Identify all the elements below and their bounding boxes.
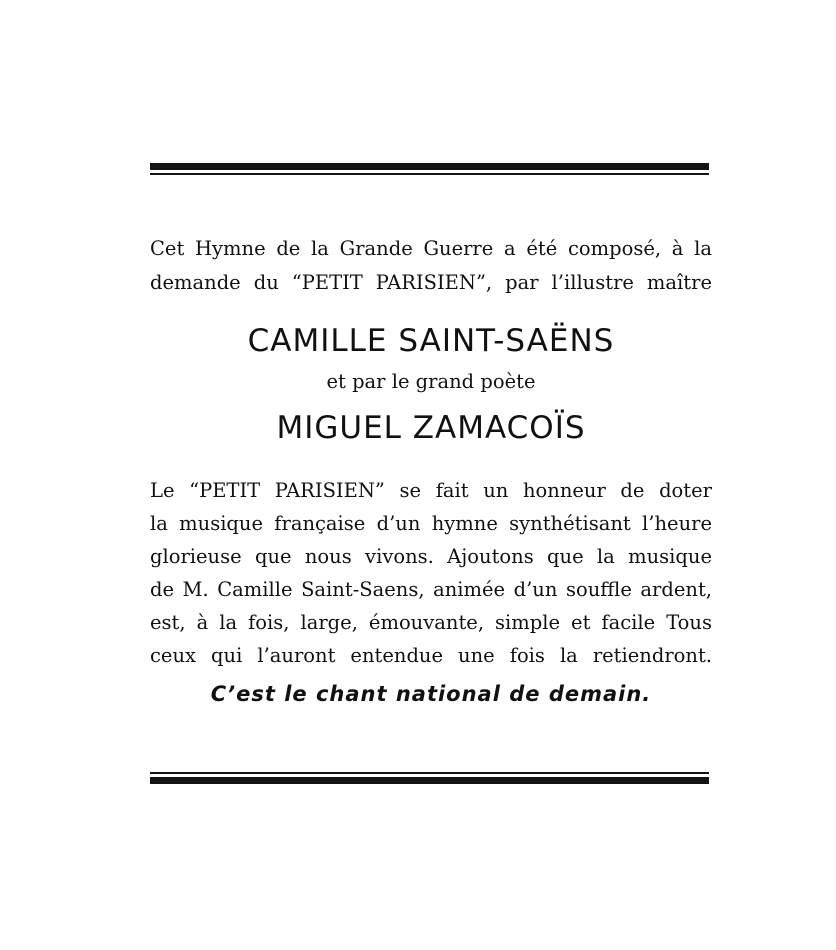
composer-name: CAMILLE SAINT-SAËNS xyxy=(247,323,615,359)
body-line: ceux qui l’auront entendue une fois la retiendront. xyxy=(150,644,712,667)
bottom-rule-thick-line xyxy=(150,777,709,784)
intro-line: demande du “PETIT PARISIEN”, par l’illustre maître xyxy=(150,271,712,294)
intro-line: Cet Hymne de la Grande Guerre a été composé, à la xyxy=(150,237,712,260)
intro-paragraph xyxy=(150,232,712,300)
body-line: Le “PETIT PARISIEN” se fait un honneur de doter xyxy=(150,479,712,502)
body-line: est, à la fois, large, émouvante, simple et facile Tous xyxy=(150,611,712,634)
body-line: de M. Camille Saint-Saens, animée d’un souffle ardent, xyxy=(150,578,712,601)
top-rule-thick-line xyxy=(150,163,709,170)
body-line: glorieuse que nous vivons. Ajoutons que la musique xyxy=(150,545,712,568)
poet-name: MIGUEL ZAMACOÏS xyxy=(276,410,586,446)
top-double-rule xyxy=(150,163,709,175)
bottom-double-rule xyxy=(150,772,709,784)
top-rule-thin-line xyxy=(150,173,709,175)
slogan: C’est le chant national de demain. xyxy=(210,682,652,706)
body-line: la musique française d’un hymne synthétisant l’heure xyxy=(150,512,712,535)
body-paragraph xyxy=(150,474,712,672)
connector-text: et par le grand poète xyxy=(326,370,536,393)
